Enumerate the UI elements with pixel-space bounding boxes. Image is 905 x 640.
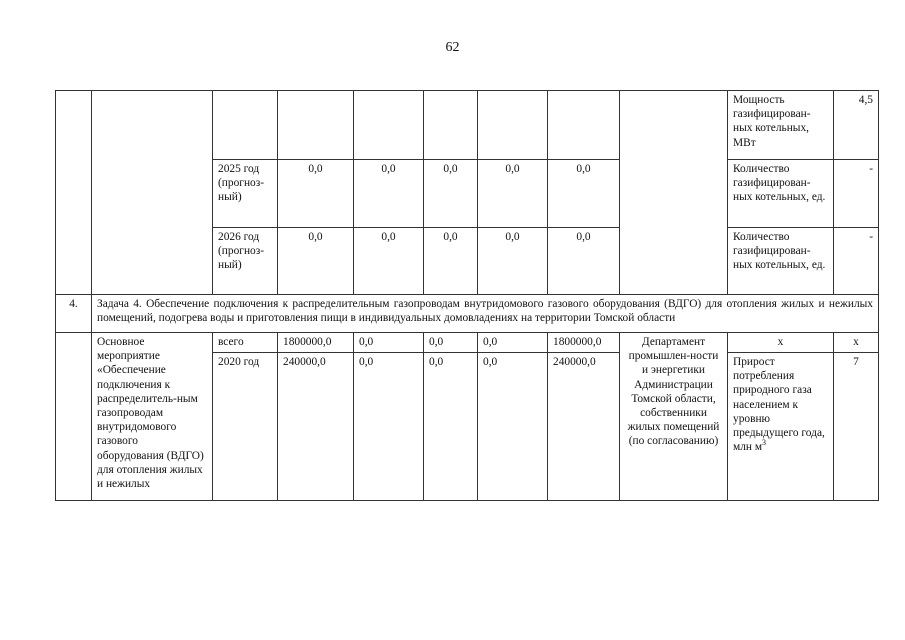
value-cell <box>354 91 424 160</box>
value-cell: 0,0 <box>478 353 548 501</box>
year-cell: 2020 год <box>213 353 278 501</box>
value-cell: 0,0 <box>478 228 548 295</box>
value-cell: 0,0 <box>424 333 478 353</box>
indicator-value-cell: - <box>834 160 879 228</box>
executor-cell <box>620 91 728 295</box>
indicator-cell: Количество газифицирован-ных котельных, ед. <box>728 160 834 228</box>
indicator-text: Прирост потребления природного газа населением к уровню предыдущего года, млн м <box>733 356 825 454</box>
task-number: 4. <box>56 295 92 333</box>
value-cell: 0,0 <box>354 228 424 295</box>
value-cell: 0,0 <box>354 353 424 501</box>
year-cell: всего <box>213 333 278 353</box>
value-cell <box>478 91 548 160</box>
value-cell: 240000,0 <box>548 353 620 501</box>
year-cell: 2025 год (прогноз-ный) <box>213 160 278 228</box>
value-cell: 0,0 <box>424 353 478 501</box>
value-cell <box>278 91 354 160</box>
indicator-cell: Мощность газифицирован-ных котельных, МВт <box>728 91 834 160</box>
value-cell: 0,0 <box>424 160 478 228</box>
value-cell: 1800000,0 <box>548 333 620 353</box>
value-cell: 240000,0 <box>278 353 354 501</box>
table-row <box>56 333 879 353</box>
executor-cell: Департамент промышлен-ности и энергетики Администрации Томской области, собственники жилых помещений (по согласованию) <box>620 333 728 501</box>
value-cell: 0,0 <box>354 333 424 353</box>
value-cell: 1800000,0 <box>278 333 354 353</box>
task-row <box>56 295 879 333</box>
value-cell: 0,0 <box>278 160 354 228</box>
indicator-value-cell: x <box>834 333 879 353</box>
value-cell: 0,0 <box>478 160 548 228</box>
value-cell: 0,0 <box>354 160 424 228</box>
indicator-value-cell: 4,5 <box>834 91 879 160</box>
value-cell <box>548 91 620 160</box>
row-number-cell <box>56 333 92 501</box>
value-cell: 0,0 <box>548 160 620 228</box>
program-table <box>55 90 879 501</box>
indicator-cell: Количество газифицирован-ных котельных, ед. <box>728 228 834 295</box>
value-cell: 0,0 <box>424 228 478 295</box>
value-cell <box>424 91 478 160</box>
event-name-cell: Основное мероприятие «Обеспечение подключения к распределитель-ным газопроводам внутридомового газового оборудования (ВДГО) для отопления жилых и нежилых <box>92 333 213 501</box>
value-cell: 0,0 <box>278 228 354 295</box>
page-number: 62 <box>445 40 460 55</box>
table-row <box>56 91 879 160</box>
year-cell: 2026 год (прогноз-ный) <box>213 228 278 295</box>
unit-superscript: 3 <box>762 438 767 448</box>
indicator-cell <box>728 353 834 501</box>
event-name-cell <box>92 91 213 295</box>
indicator-value-cell: 7 <box>834 353 879 501</box>
value-cell: 0,0 <box>478 333 548 353</box>
value-cell: 0,0 <box>548 228 620 295</box>
year-cell <box>213 91 278 160</box>
indicator-cell: x <box>728 333 834 353</box>
task-description: Задача 4. Обеспечение подключения к распределительным газопроводам внутридомового газового оборудования (ВДГО) для отопления жилых и нежилых помещений, подогрева воды и приготовления пищи в индивидуальных домовладениях на территории Томской области <box>92 295 879 333</box>
row-number-cell <box>56 91 92 295</box>
indicator-value-cell: - <box>834 228 879 295</box>
